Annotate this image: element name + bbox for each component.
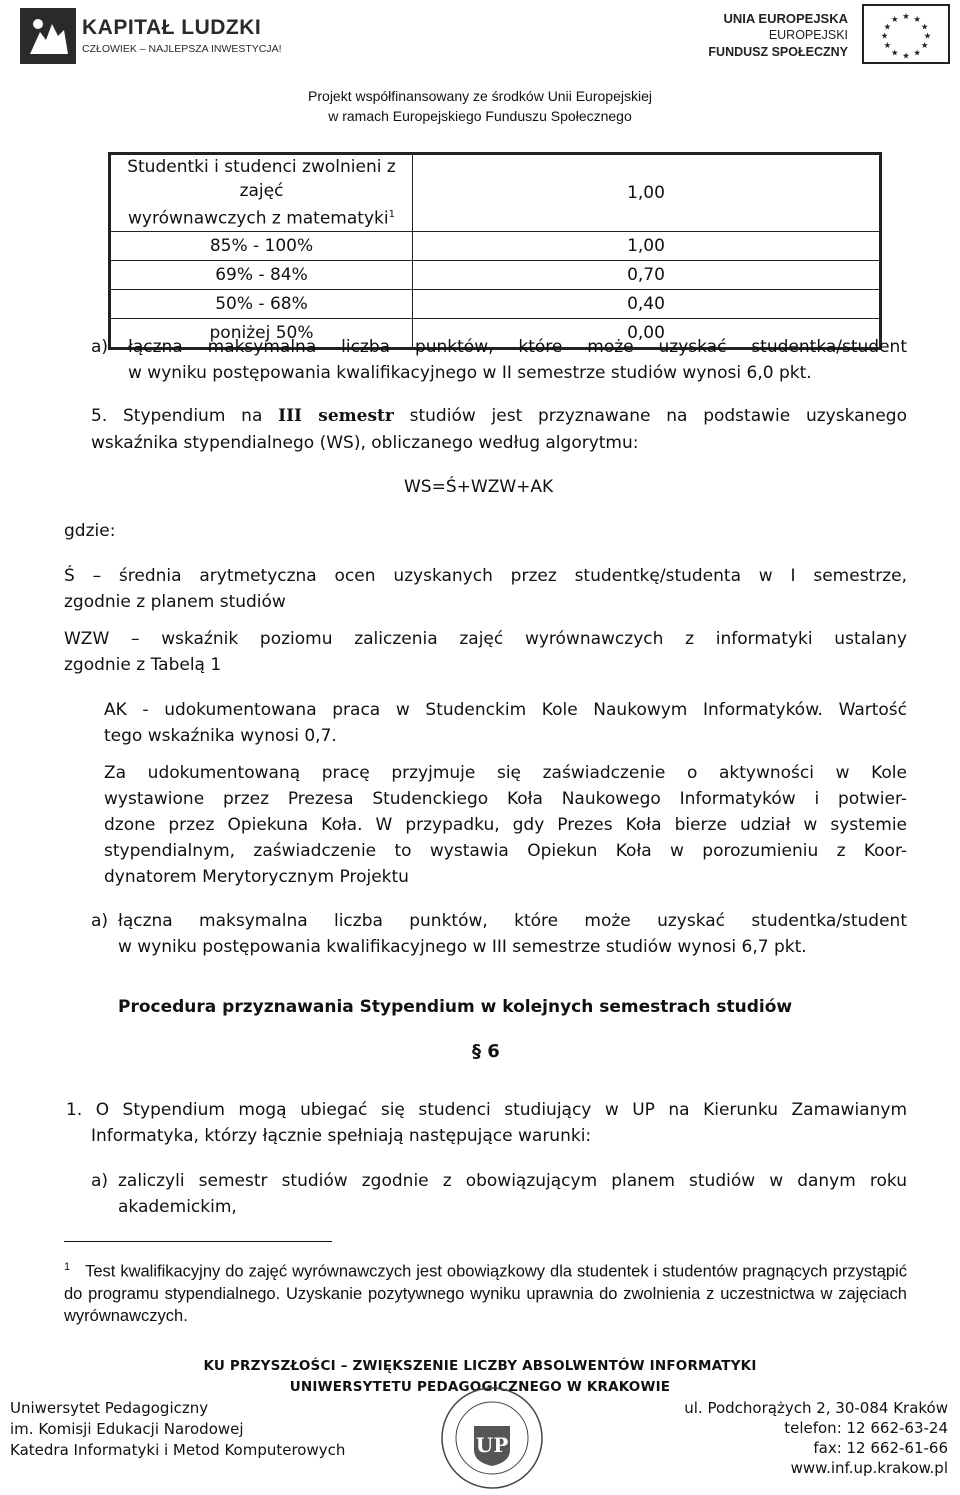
za-line1: Za udokumentowaną pracę przyjmuje się zaświadczenie o aktywności w Kole xyxy=(104,763,907,783)
svg-text:★: ★ xyxy=(920,40,929,50)
paragraph-5-line1: 5. Stypendium na III semestr studiów jest przyznawane na podstawie uzyskanego xyxy=(91,406,907,426)
footer-address-left xyxy=(10,1398,345,1461)
point-1-line2: Informatyka, którzy łącznie spełniają następujące warunki: xyxy=(91,1126,592,1146)
list-marker: a) xyxy=(91,337,109,357)
eu-logo-text xyxy=(708,10,848,61)
footer-website-link[interactable]: www.inf.up.krakow.pl xyxy=(790,1459,948,1477)
table-cell-value: 0,00 xyxy=(413,318,881,348)
footnote-number: 1 xyxy=(64,1261,71,1273)
point-a3-line2: akademickim, xyxy=(118,1197,237,1217)
table-cell-label: 50% - 68% xyxy=(110,289,413,318)
point-1-line1: 1. O Stypendium mogą ubiegać się studenci studiujący w UP na Kierunku Zamawianym xyxy=(66,1100,907,1120)
table-cell-label: poniżej 50% xyxy=(110,318,413,348)
list-marker: a) xyxy=(91,911,109,931)
procedure-heading: Procedura przyznawania Stypendium w kolejnych semestrach studiów xyxy=(118,997,793,1017)
svg-text:★: ★ xyxy=(891,13,899,24)
kapital-ludzki-logo xyxy=(18,6,78,66)
footer-right-line3: fax: 12 662-61-66 xyxy=(813,1439,948,1457)
formula: WS=Ś+WZW+AK xyxy=(404,477,554,497)
footer-title-line2: UNIWERSYTETU PEDAGOGICZNEGO W KRAKOWIE xyxy=(289,1379,671,1395)
svg-text:★: ★ xyxy=(902,11,910,22)
footer-left-line3: Katedra Informatyki i Metod Komputerowych xyxy=(10,1441,346,1459)
za-line3: dzone przez Opiekuna Koła. W przypadku, gdy Prezes Koła bierze udział w systemie xyxy=(104,815,907,835)
za-line2: wystawione przez Prezesa Studenckiego Koła Naukowego Informatyków i potwier- xyxy=(104,789,907,809)
kl-subtitle: CZŁOWIEK – NAJLEPSZA INWESTYCJA! xyxy=(82,43,282,55)
svg-text:★: ★ xyxy=(883,40,892,50)
svg-text:★: ★ xyxy=(920,21,929,32)
kl-title: KAPITAŁ LUDZKI xyxy=(82,16,262,39)
svg-text:★: ★ xyxy=(913,47,921,58)
svg-text:★: ★ xyxy=(880,30,889,41)
point-a3-line1: zaliczyli semestr studiów zgodnie z obowiązującym planem studiów w danym roku xyxy=(118,1171,907,1191)
footer-right-line1: ul. Podchorążych 2, 30-084 Kraków xyxy=(684,1399,948,1417)
point-a2-line2: w wyniku postępowania kwalifikacyjnego w III semestrze studiów wynosi 6,7 pkt. xyxy=(118,937,807,957)
za-line5: dynatorem Merytorycznym Projektu xyxy=(104,867,409,887)
eu-line3: FUNDUSZ SPOŁECZNY xyxy=(708,45,848,59)
table-row xyxy=(110,289,881,318)
footer-address-right xyxy=(684,1398,948,1478)
point-a1-line1: łączna maksymalna liczba punktów, które może uzyskać studentka/student xyxy=(128,337,907,357)
footnote xyxy=(64,1256,907,1327)
project-line1: Projekt współfinansowany ze środków Unii Europejskiej xyxy=(308,88,652,104)
table-cell-value: 1,00 xyxy=(413,154,881,232)
table-cell-label: 85% - 100% xyxy=(110,231,413,260)
table-row xyxy=(110,231,881,260)
definition-ak-line2: tego wskaźnika wynosi 0,7. xyxy=(104,726,337,746)
point-a2-line1: łączna maksymalna liczba punktów, które może uzyskać studentka/student xyxy=(118,911,907,931)
table-cell-label: 69% - 84% xyxy=(110,260,413,289)
seal-letters: UP xyxy=(475,1433,509,1457)
footer-left-line1: Uniwersytet Pedagogiczny xyxy=(10,1399,209,1417)
table-cell-value: 0,40 xyxy=(413,289,881,318)
footnote-text: Test kwalifikacyjny do zajęć wyrównawczych jest obowiązkowy dla studentek i studentów pragnących przystąpić do programu stypendialnego. Uzyskanie pozytywnego wyniku uprawnia do zwolnienia z uczestnictwa w zajęciach wyrównawczych. xyxy=(64,1262,907,1325)
table-cell-value: 0,70 xyxy=(413,260,881,289)
definition-wzw-line2: zgodnie z Tabelą 1 xyxy=(64,655,222,675)
svg-text:★: ★ xyxy=(891,47,899,58)
point-a1-line2: w wyniku postępowania kwalifikacyjnego w II semestrze studiów wynosi 6,0 pkt. xyxy=(128,363,812,383)
definition-ak-line1: AK - udokumentowana praca w Studenckim Kole Naukowym Informatyków. Wartość xyxy=(104,700,907,720)
svg-text:★: ★ xyxy=(913,13,921,24)
svg-text:★: ★ xyxy=(923,30,932,41)
definition-s-line1: Ś – średnia arytmetyczna ocen uzyskanych przez studentkę/studenta w I semestrze, xyxy=(64,566,907,586)
footnote-divider xyxy=(64,1241,332,1242)
footer-right-line2: telefon: 12 662-63-24 xyxy=(784,1419,948,1437)
footer-title-line1: KU PRZYSZŁOŚCI – ZWIĘKSZENIE LICZBY ABSOLWENTÓW INFORMATYKI xyxy=(203,1358,757,1374)
paragraph-5-line2: wskaźnika stypendialnego (WS), obliczanego według algorytmu: xyxy=(91,433,639,453)
university-seal-icon xyxy=(440,1386,544,1490)
eu-flag-icon xyxy=(862,4,950,64)
footer-left-line2: im. Komisji Edukacji Narodowej xyxy=(10,1420,244,1438)
table-cell-label: Studentki i studenci zwolnieni z zajęć wyrównawczych z matematyki$^1$ xyxy=(110,154,413,232)
project-header xyxy=(0,86,960,126)
svg-text:★: ★ xyxy=(883,21,892,32)
section-mark: § 6 xyxy=(472,1041,500,1062)
score-table xyxy=(108,152,882,350)
za-line4: stypendialnym, zaświadczenie to wystawia Opiekun Koła w porozumieniu z Koor- xyxy=(104,841,907,861)
project-line2: w ramach Europejskiego Funduszu Społecznego xyxy=(328,108,632,124)
definition-wzw-line1: WZW – wskaźnik poziomu zaliczenia zajęć wyrównawczych z informatyki ustalany xyxy=(64,629,907,649)
svg-text:★: ★ xyxy=(902,50,910,61)
list-marker: a) xyxy=(91,1171,109,1191)
gdzie-label: gdzie: xyxy=(64,521,116,541)
definition-s-line2: zgodnie z planem studiów xyxy=(64,592,286,612)
table-row xyxy=(110,154,881,232)
table-cell-value: 1,00 xyxy=(413,231,881,260)
table-row xyxy=(110,260,881,289)
eu-line1: UNIA EUROPEJSKA xyxy=(723,11,848,26)
eu-line2: EUROPEJSKI xyxy=(768,28,848,42)
